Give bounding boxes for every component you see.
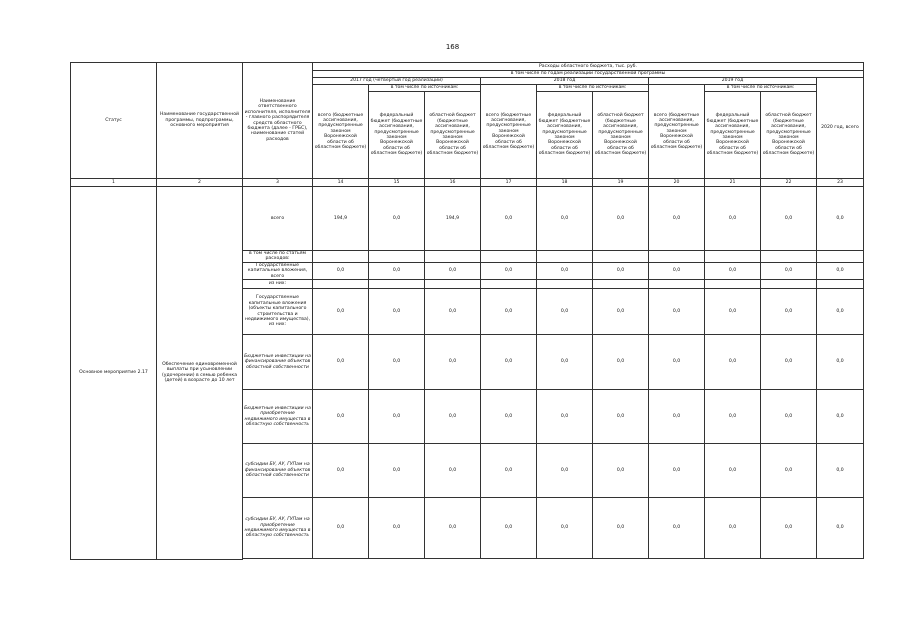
cell-value: 0,0 [537, 498, 593, 559]
cell-value [593, 251, 649, 263]
cell-value [649, 251, 705, 263]
cell-value: 0,0 [313, 498, 369, 559]
cell-value: 0,0 [593, 187, 649, 251]
column-number: 15 [369, 179, 425, 187]
cell-value: 0,0 [761, 390, 817, 444]
cell-value [705, 251, 761, 263]
cell-value: 0,0 [817, 335, 864, 390]
row-program-name: Обеспечение единовременной выплаты при усыновлении (удочерении) в семью ребенка (детей) в возрасте до 10 лет [157, 187, 243, 560]
cell-value: 0,0 [537, 262, 593, 279]
cell-value: 0,0 [705, 289, 761, 335]
header-total-2019: всего (бюджетные ассигнования, предусмотренные законом Воронежской области об областном бюджете) [649, 85, 705, 179]
column-number: 14 [313, 179, 369, 187]
header-total-2017: всего (бюджетные ассигнования, предусмотренные законом Воронежской области об областном бюджете) [313, 85, 369, 179]
cell-value [313, 251, 369, 263]
cell-value: 0,0 [705, 390, 761, 444]
cell-value: 0,0 [705, 498, 761, 559]
cell-value: 0,0 [593, 262, 649, 279]
header-expenses-title: Расходы областного бюджета, тыс. руб. [313, 63, 864, 71]
cell-value: 0,0 [705, 335, 761, 390]
cell-value: 0,0 [649, 444, 705, 498]
column-number: 18 [537, 179, 593, 187]
header-year-2017: 2017 год (четвертый год реализации) [313, 78, 481, 85]
cell-value: 0,0 [481, 262, 537, 279]
row-label: Бюджетные инвестиции на финансирование объектов областной собственности [243, 335, 313, 390]
cell-value: 194,9 [425, 187, 481, 251]
cell-value: 0,0 [425, 444, 481, 498]
cell-value [481, 280, 537, 289]
budget-table [70, 62, 864, 560]
cell-value: 0,0 [705, 187, 761, 251]
cell-value: 0,0 [593, 289, 649, 335]
cell-value: 0,0 [593, 498, 649, 559]
cell-value: 0,0 [705, 444, 761, 498]
row-label: субсидии БУ, АУ, ГУПам на финансирование объектов областной собственности [243, 444, 313, 498]
cell-value: 0,0 [537, 390, 593, 444]
cell-value: 0,0 [761, 498, 817, 559]
column-number: 2 [157, 179, 243, 187]
cell-value: 0,0 [593, 390, 649, 444]
cell-value: 0,0 [313, 390, 369, 444]
cell-value: 0,0 [593, 444, 649, 498]
header-year-2018: 2018 год [481, 78, 649, 85]
cell-value [817, 251, 864, 263]
column-number-row [71, 179, 864, 187]
cell-value: 194,9 [313, 187, 369, 251]
header-year-2020: 2020 год, всего [817, 78, 864, 179]
cell-value: 0,0 [481, 187, 537, 251]
cell-value: 0,0 [817, 289, 864, 335]
cell-value: 0,0 [817, 187, 864, 251]
cell-value: 0,0 [369, 262, 425, 279]
cell-value [649, 280, 705, 289]
column-number: 22 [761, 179, 817, 187]
header-total-2018: всего (бюджетные ассигнования, предусмотренные законом Воронежской области об областном бюджете) [481, 85, 537, 179]
cell-value [481, 251, 537, 263]
cell-value: 0,0 [817, 390, 864, 444]
cell-value: 0,0 [817, 498, 864, 559]
cell-value: 0,0 [761, 187, 817, 251]
header-program-name: Наименование государственной программы, подпрограммы, основного мероприятия [157, 63, 243, 179]
cell-value: 0,0 [369, 498, 425, 559]
cell-value: 0,0 [593, 335, 649, 390]
cell-value: 0,0 [817, 444, 864, 498]
cell-value: 0,0 [649, 390, 705, 444]
header-regional-2018: областной бюджет (бюджетные ассигнования, предусмотренные законом Воронежской области об областном бюджете) [593, 92, 649, 179]
cell-value: 0,0 [313, 335, 369, 390]
column-number: 20 [649, 179, 705, 187]
row-label: всего [243, 187, 313, 251]
cell-value [761, 251, 817, 263]
header-federal-2017: федеральный бюджет (бюджетные ассигнования, предусмотренные законом Воронежской области об областном бюджете) [369, 92, 425, 179]
cell-value: 0,0 [425, 335, 481, 390]
cell-value [593, 280, 649, 289]
column-number: 23 [817, 179, 864, 187]
header-status: Статус [71, 63, 157, 179]
cell-value: 0,0 [761, 289, 817, 335]
cell-value: 0,0 [537, 289, 593, 335]
table-row [71, 187, 864, 251]
column-number: 3 [243, 179, 313, 187]
cell-value: 0,0 [649, 262, 705, 279]
cell-value: 0,0 [649, 498, 705, 559]
cell-value: 0,0 [481, 335, 537, 390]
header-regional-2019: областной бюджет (бюджетные ассигнования, предусмотренные законом Воронежской области об областном бюджете) [761, 92, 817, 179]
column-number: 16 [425, 179, 481, 187]
row-status: Основное мероприятие 2.17 [71, 187, 157, 560]
row-label: из них: [243, 280, 313, 289]
header-federal-2019: федеральный бюджет (бюджетные ассигнования, предусмотренные законом Воронежской области об областном бюджете) [705, 92, 761, 179]
header-sources-2017: в том числе по источникам: [369, 85, 481, 92]
cell-value: 0,0 [761, 335, 817, 390]
row-label: Государственные капитальные вложения (объекты капитального строительства и недвижимого имущества), из них: [243, 289, 313, 335]
cell-value: 0,0 [313, 262, 369, 279]
cell-value: 0,0 [537, 187, 593, 251]
header-sources-2018: в том числе по источникам: [537, 85, 649, 92]
cell-value [537, 251, 593, 263]
column-number: 1 [71, 179, 157, 187]
cell-value: 0,0 [481, 390, 537, 444]
cell-value: 0,0 [369, 289, 425, 335]
row-label: Государственные капитальные вложения, всего [243, 262, 313, 279]
row-label: Бюджетные инвестиции на приобретение недвижимого имущества в областную собственность [243, 390, 313, 444]
cell-value: 0,0 [481, 289, 537, 335]
cell-value: 0,0 [649, 187, 705, 251]
cell-value: 0,0 [761, 444, 817, 498]
header-by-years: в том числе по годам реализации государственной программы [313, 71, 864, 78]
cell-value: 0,0 [369, 390, 425, 444]
cell-value [537, 280, 593, 289]
cell-value: 0,0 [761, 262, 817, 279]
cell-value: 0,0 [425, 289, 481, 335]
cell-value: 0,0 [481, 498, 537, 559]
row-label: в том числе по статьям расходов: [243, 251, 313, 263]
cell-value: 0,0 [313, 289, 369, 335]
cell-value: 0,0 [817, 262, 864, 279]
cell-value: 0,0 [369, 335, 425, 390]
cell-value: 0,0 [425, 390, 481, 444]
header-regional-2017: областной бюджет (бюджетные ассигнования, предусмотренные законом Воронежской области об областном бюджете) [425, 92, 481, 179]
header-federal-2018: федеральный бюджет (бюджетные ассигнования, предусмотренные законом Воронежской области об областном бюджете) [537, 92, 593, 179]
cell-value [705, 280, 761, 289]
cell-value [369, 280, 425, 289]
cell-value [369, 251, 425, 263]
cell-value: 0,0 [649, 335, 705, 390]
row-label: субсидии БУ, АУ, ГУПам на приобретение недвижимого имущества в областную собственность [243, 498, 313, 559]
cell-value: 0,0 [313, 444, 369, 498]
cell-value: 0,0 [649, 289, 705, 335]
spacer-cell [243, 559, 864, 560]
column-number: 17 [481, 179, 537, 187]
cell-value: 0,0 [425, 262, 481, 279]
cell-value [761, 280, 817, 289]
header-year-2019: 2019 год [649, 78, 817, 85]
cell-value: 0,0 [369, 444, 425, 498]
column-number: 21 [705, 179, 761, 187]
cell-value [313, 280, 369, 289]
page-number: 168 [445, 43, 460, 51]
cell-value [425, 280, 481, 289]
cell-value: 0,0 [481, 444, 537, 498]
cell-value: 0,0 [369, 187, 425, 251]
cell-value: 0,0 [537, 335, 593, 390]
cell-value: 0,0 [537, 444, 593, 498]
header-executor: Наименование ответственного исполнителя, исполнителя - главного распорядителя средств областного бюджета (далее - ГРБС), наименование статей расходов [243, 63, 313, 179]
cell-value [817, 280, 864, 289]
cell-value [425, 251, 481, 263]
cell-value: 0,0 [705, 262, 761, 279]
cell-value: 0,0 [425, 498, 481, 559]
header-sources-2019: в том числе по источникам: [705, 85, 817, 92]
column-number: 19 [593, 179, 649, 187]
